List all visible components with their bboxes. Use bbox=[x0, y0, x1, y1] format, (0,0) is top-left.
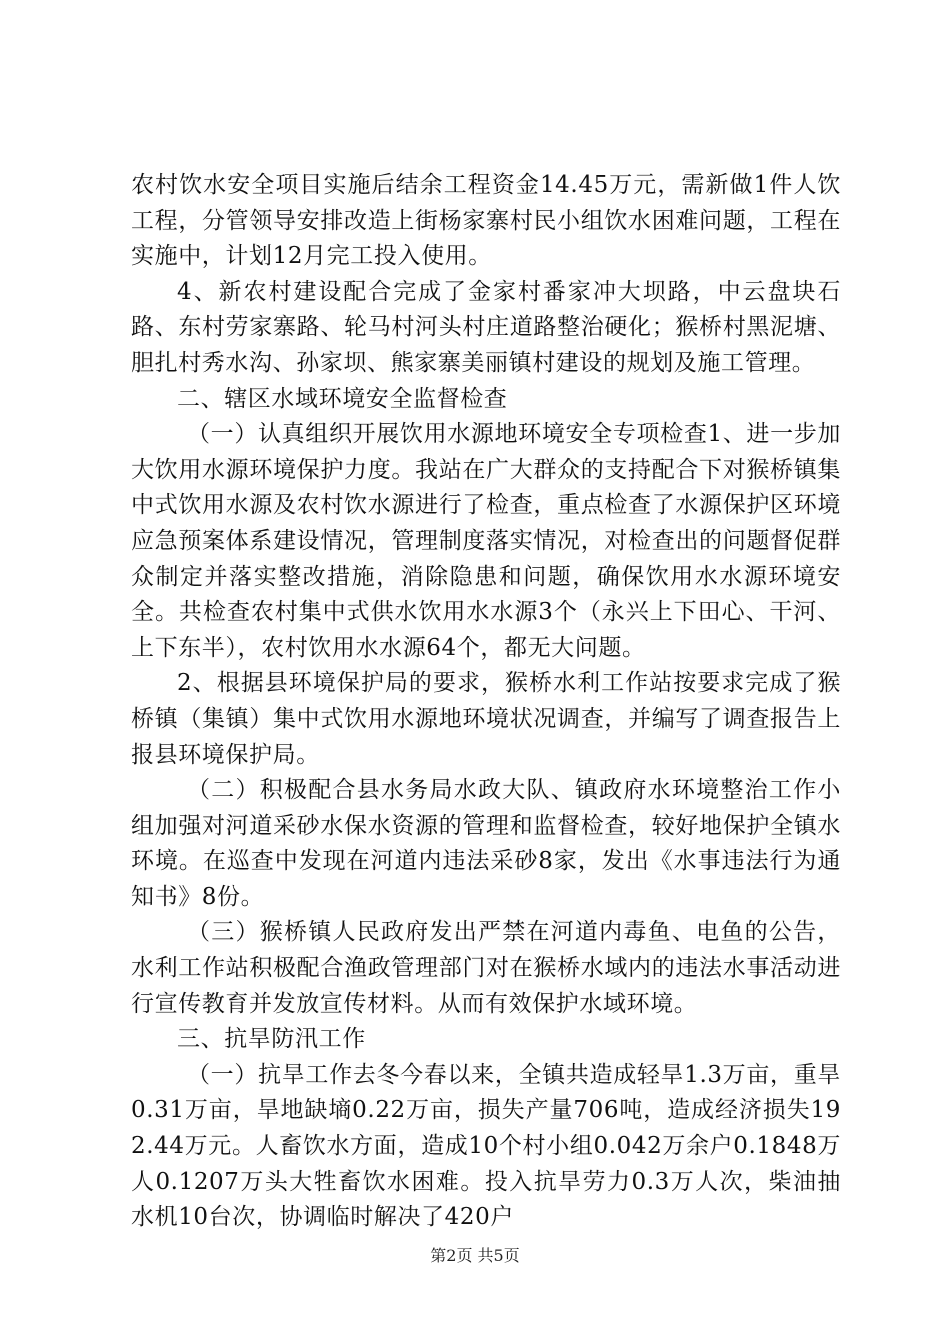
paragraph-sand-mining-supervision: （二）积极配合县水务局水政大队、镇政府水环境整治工作小组加强对河道采砂水保水资源的管理和监督检查，较好地保护全镇水环境。在巡查中发现在河道内违法采砂8家，发出《水事违法行为通知书》8份。 bbox=[131, 777, 841, 910]
section-heading-water-environment: 二、辖区水域环境安全监督检查 bbox=[177, 385, 508, 412]
paragraph-drought-relief: （一）抗旱工作去冬今春以来，全镇共造成轻旱1.3万亩，重旱0.31万亩，旱地缺墒0.22万亩，损失产量706吨，造成经济损失192.44万元。人畜饮水方面，造成10个村小组0.042万余户0.1848万人0.1207万头大牲畜饮水困难。投入抗旱劳力0.3万人次，柴油抽水机10台次，协调临时解决了420户 bbox=[131, 1061, 841, 1231]
paragraph-fishing-ban: （三）猴桥镇人民政府发出严禁在河道内毒鱼、电鱼的公告，水利工作站积极配合渔政管理部门对在猴桥水域内的违法水事活动进行宣传教育并发放宣传材料。从而有效保护水域环境。 bbox=[131, 919, 841, 1017]
section-heading-drought-flood: 三、抗旱防汛工作 bbox=[177, 1026, 366, 1053]
paragraph-environment-survey: 2、根据县环境保护局的要求，猴桥水利工作站按要求完成了猴桥镇（集镇）集中式饮用水源地环境状况调查，并编写了调查报告上报县环境保护局。 bbox=[131, 670, 841, 768]
paragraph-water-safety-funds: 农村饮水安全项目实施后结余工程资金14.45万元，需新做1件人饮工程，分管领导安排改造上街杨家寨村民小组饮水困难问题，工程在实施中，计划12月完工投入使用。 bbox=[131, 172, 841, 270]
paragraph-drinking-water-inspection: （一）认真组织开展饮用水源地环境安全专项检查1、进一步加大饮用水源环境保护力度。我站在广大群众的支持配合下对猴桥镇集中式饮用水源及农村饮水源进行了检查，重点检查了水源保护区环境应急预案体系建设情况，管理制度落实情况，对检查出的问题督促群众制定并落实整改措施，消除隐患和问题，确保饮用水水源环境安全。共检查农村集中式供水饮用水水源3个（永兴上下田心、干河、上下东半），农村饮用水水源64个，都无大问题。 bbox=[131, 421, 841, 661]
paragraph-new-village-construction: 4、新农村建设配合完成了金家村番家冲大坝路，中云盘块石路、东村劳家寨路、轮马村河头村庄道路整治硬化；猴桥村黑泥塘、胆扎村秀水沟、孙家坝、熊家寨美丽镇村建设的规划及施工管理。 bbox=[131, 278, 841, 376]
document-body bbox=[131, 168, 841, 1236]
page-number-footer: 第2页 共5页 bbox=[430, 1246, 520, 1265]
